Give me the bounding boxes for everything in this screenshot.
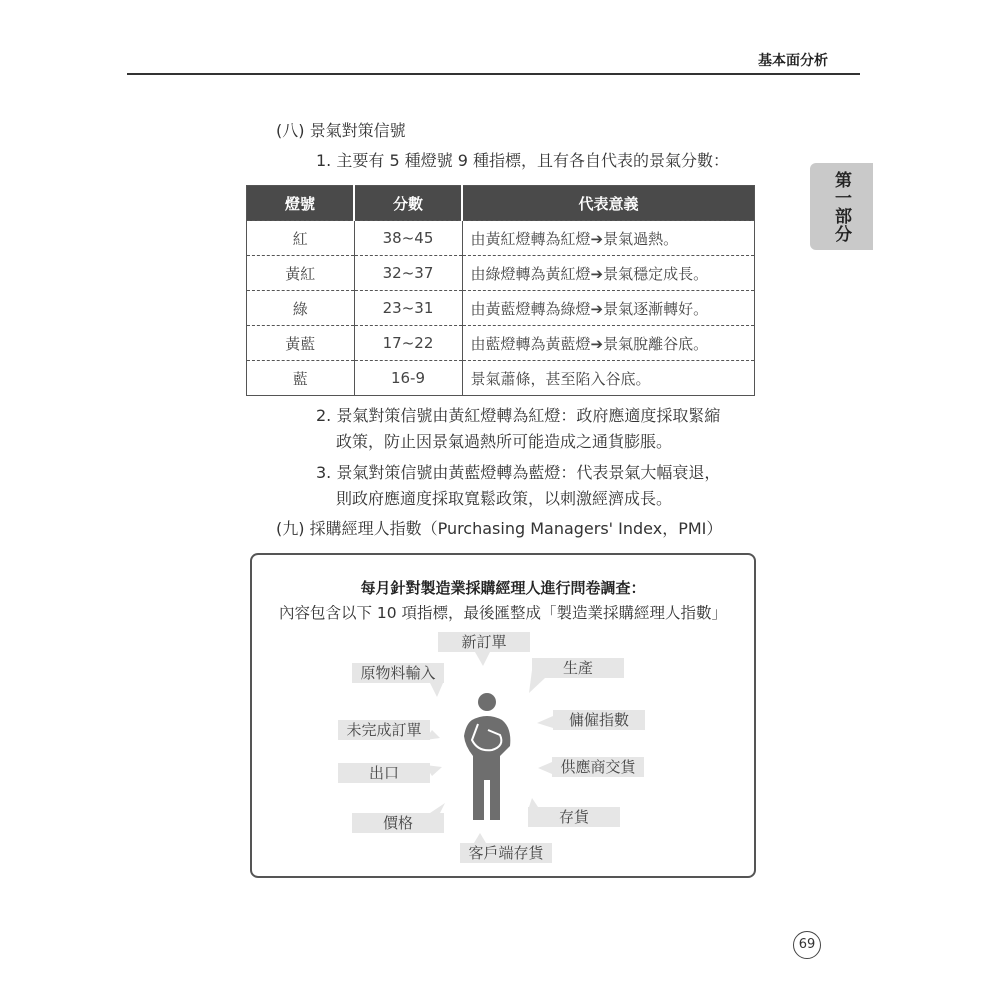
indicator-bubble: 新訂單 — [438, 632, 530, 652]
section-9-title: (九) 採購經理人指數（Purchasing Managers' Index，PMI） — [276, 519, 723, 538]
table-cell: 32~37 — [354, 256, 462, 291]
indicator-bubble: 出口 — [338, 763, 430, 783]
diagram-title: 每月針對製造業採購經理人進行問卷調查： — [360, 579, 646, 597]
page-number: 69 — [793, 931, 821, 959]
indicator-bubble: 供應商交貨 — [552, 757, 644, 777]
table-cell: 黃紅 — [247, 256, 355, 291]
indicator-bubble: 原物料輸入 — [352, 663, 444, 683]
part-tab-label: 第一部分 — [831, 170, 851, 243]
table-cell: 藍 — [247, 361, 355, 396]
indicator-bubble: 傭僱指數 — [553, 710, 645, 730]
indicator-bubble: 未完成訂單 — [338, 720, 430, 740]
table-cell: 綠 — [247, 291, 355, 326]
table-cell: 23~31 — [354, 291, 462, 326]
col-header: 分數 — [354, 186, 462, 221]
table-cell: 17~22 — [354, 326, 462, 361]
table-cell: 由綠燈轉為黃紅燈➔景氣穩定成長。 — [462, 256, 755, 291]
table-cell: 由黃藍燈轉為綠燈➔景氣逐漸轉好。 — [462, 291, 755, 326]
person-icon — [464, 693, 510, 820]
table-cell: 景氣蕭條，甚至陷入谷底。 — [462, 361, 755, 396]
col-header: 燈號 — [247, 186, 355, 221]
item-1: 1. 主要有 5 種燈號 9 種指標，且有各自代表的景氣分數： — [316, 151, 730, 170]
table-cell: 38~45 — [354, 221, 462, 256]
indicator-bubble: 客戶端存貨 — [460, 843, 552, 863]
table-cell: 由黃紅燈轉為紅燈➔景氣過熱。 — [462, 221, 755, 256]
item-2-line2: 政策，防止因景氣過熱所可能造成之通貨膨脹。 — [336, 432, 673, 451]
item-2-line1: 2. 景氣對策信號由黃紅燈轉為紅燈：政府應適度採取緊縮 — [316, 406, 721, 425]
section-8-title: (八) 景氣對策信號 — [276, 121, 406, 140]
indicator-bubble: 存貨 — [528, 807, 620, 827]
table-cell: 16-9 — [354, 361, 462, 396]
indicator-bubble: 生產 — [532, 658, 624, 678]
table-cell: 由藍燈轉為黃藍燈➔景氣脫離谷底。 — [462, 326, 755, 361]
diagram-subtitle: 內容包含以下 10 項指標，最後匯整成「製造業採購經理人指數」 — [278, 604, 728, 622]
table-cell: 紅 — [247, 221, 355, 256]
table-cell: 黃藍 — [247, 326, 355, 361]
indicator-bubble: 價格 — [352, 813, 444, 833]
item-3-line2: 則政府應適度採取寬鬆政策，以刺激經濟成長。 — [336, 489, 673, 508]
col-header: 代表意義 — [462, 186, 755, 221]
running-header: 基本面分析 — [758, 53, 828, 69]
item-3-line1: 3. 景氣對策信號由黃藍燈轉為藍燈：代表景氣大幅衰退， — [316, 463, 721, 482]
